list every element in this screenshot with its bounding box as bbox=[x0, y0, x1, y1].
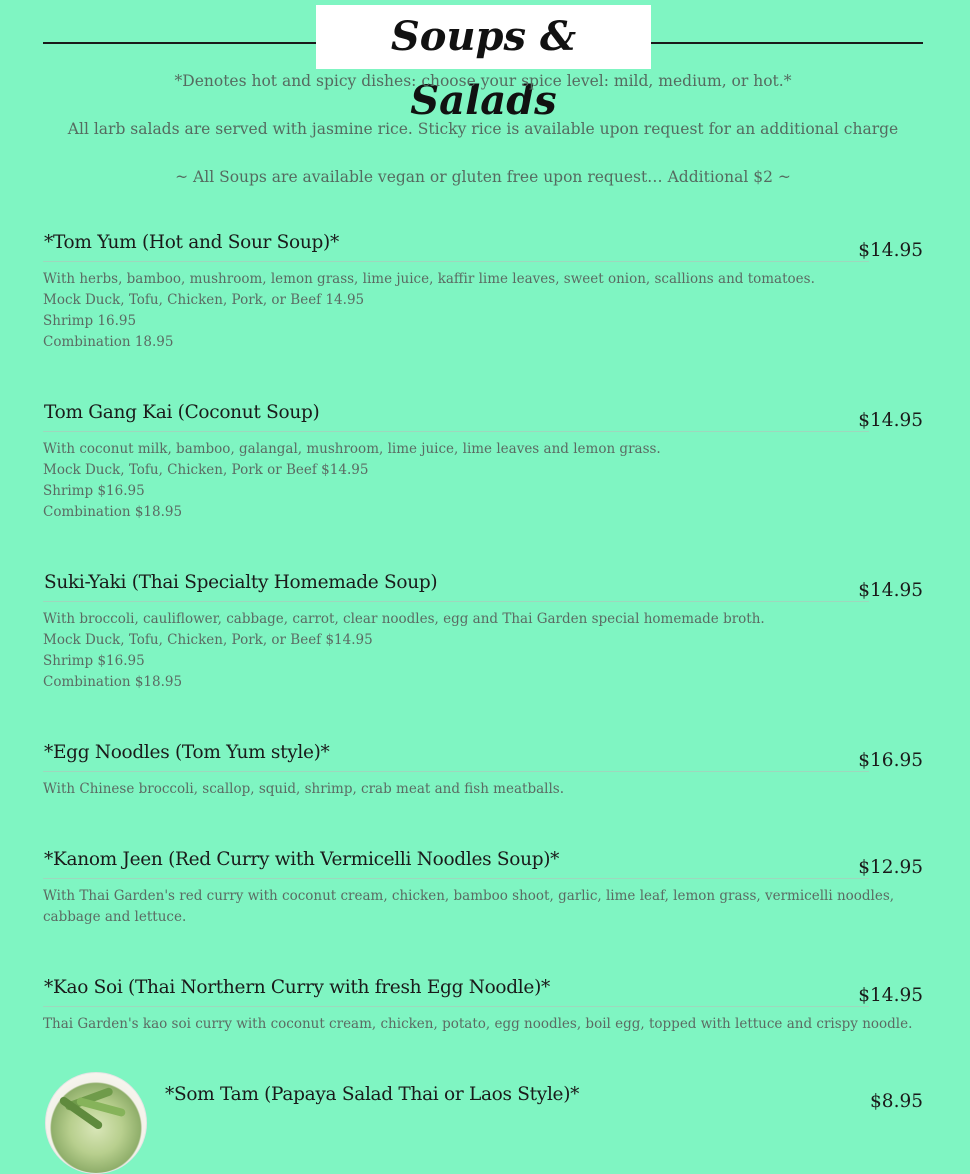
item-description-line: Shrimp 16.95 bbox=[43, 313, 137, 329]
item-description-line: Shrimp $16.95 bbox=[43, 653, 145, 669]
item-description-line: Mock Duck, Tofu, Chicken, Pork or Beef $14.95 bbox=[43, 462, 369, 478]
item-price: $14.95 bbox=[858, 580, 923, 601]
item-price: $14.95 bbox=[858, 410, 923, 431]
item-description-line: Combination 18.95 bbox=[43, 334, 174, 350]
item-description bbox=[43, 439, 923, 523]
item-divider bbox=[43, 771, 869, 772]
item-divider bbox=[43, 261, 869, 262]
item-description-line: With Thai Garden's red curry with coconut cream, chicken, bamboo shoot, garlic, lime leaf, lemon grass, vermicelli noodles, cabbage and lettuce. bbox=[43, 888, 895, 925]
item-description bbox=[43, 886, 923, 928]
item-price: $8.95 bbox=[870, 1091, 923, 1112]
section-title: Soups & Salads bbox=[316, 5, 651, 69]
item-description bbox=[43, 609, 923, 693]
larb-note: All larb salads are served with jasmine rice. Sticky rice is available upon request for an additional charge bbox=[67, 120, 899, 138]
item-description bbox=[43, 779, 923, 800]
item-description-line: Mock Duck, Tofu, Chicken, Pork, or Beef 14.95 bbox=[43, 292, 365, 308]
item-description-line: Combination $18.95 bbox=[43, 504, 183, 520]
item-title: *Kao Soi (Thai Northern Curry with fresh Egg Noodle)* bbox=[44, 977, 550, 998]
item-description-line: Combination $18.95 bbox=[43, 674, 183, 690]
item-divider bbox=[43, 601, 869, 602]
item-description-line: With broccoli, cauliflower, cabbage, carrot, clear noodles, egg and Thai Garden special homemade broth. bbox=[43, 611, 765, 627]
item-price: $14.95 bbox=[858, 240, 923, 261]
item-title: Suki-Yaki (Thai Specialty Homemade Soup) bbox=[44, 572, 438, 593]
item-title: *Egg Noodles (Tom Yum style)* bbox=[44, 742, 330, 763]
item-divider bbox=[43, 1006, 869, 1007]
item-divider bbox=[43, 878, 869, 879]
item-description-line: With herbs, bamboo, mushroom, lemon grass, lime juice, kaffir lime leaves, sweet onion, scallions and tomatoes. bbox=[43, 271, 815, 287]
vegan-note: ~ All Soups are available vegan or gluten free upon request… Additional $2 ~ bbox=[175, 168, 791, 186]
item-title: *Som Tam (Papaya Salad Thai or Laos Style)* bbox=[165, 1084, 580, 1105]
spicy-note: *Denotes hot and spicy dishes: choose your spice level: mild, medium, or hot.* bbox=[174, 72, 792, 90]
papaya-salad-photo bbox=[45, 1072, 147, 1174]
item-title: Tom Gang Kai (Coconut Soup) bbox=[44, 402, 320, 423]
item-description-line: Shrimp $16.95 bbox=[43, 483, 145, 499]
item-description bbox=[43, 269, 923, 353]
item-description-line: With Chinese broccoli, scallop, squid, shrimp, crab meat and fish meatballs. bbox=[43, 781, 564, 797]
item-price: $14.95 bbox=[858, 985, 923, 1006]
item-title: *Kanom Jeen (Red Curry with Vermicelli Noodles Soup)* bbox=[44, 849, 560, 870]
item-description-line: With coconut milk, bamboo, galangal, mushroom, lime juice, lime leaves and lemon grass. bbox=[43, 441, 661, 457]
item-price: $12.95 bbox=[858, 857, 923, 878]
item-description-line: Thai Garden's kao soi curry with coconut cream, chicken, potato, egg noodles, boil egg, topped with lettuce and crispy noodle. bbox=[43, 1016, 913, 1032]
item-price: $16.95 bbox=[858, 750, 923, 771]
item-description-line: Mock Duck, Tofu, Chicken, Pork, or Beef $14.95 bbox=[43, 632, 373, 648]
item-divider bbox=[43, 431, 869, 432]
item-title: *Tom Yum (Hot and Sour Soup)* bbox=[44, 232, 339, 253]
item-description bbox=[43, 1014, 923, 1035]
